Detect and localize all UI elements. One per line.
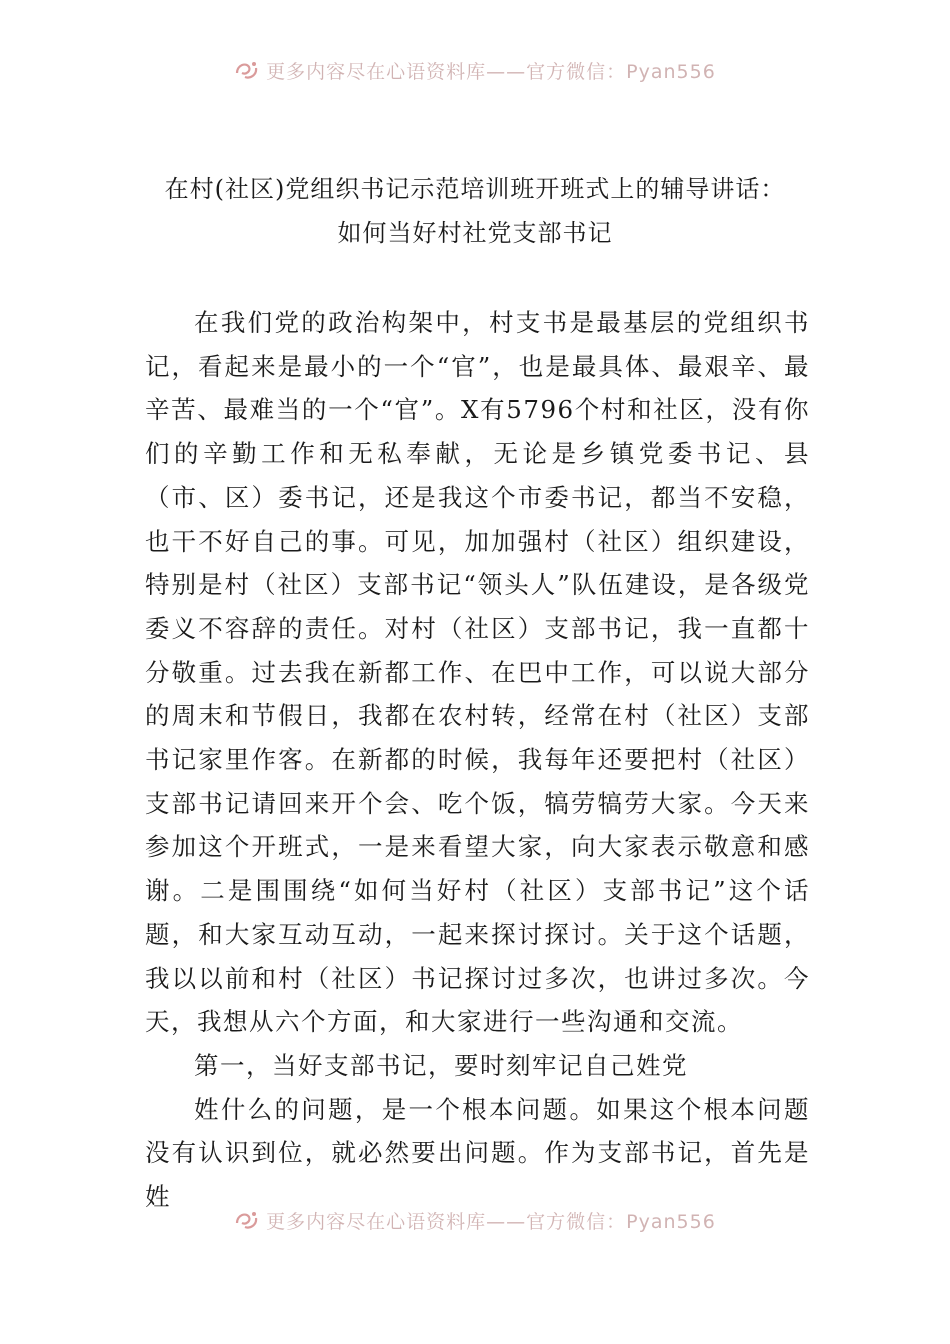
document-title-line1: 在村(社区)党组织书记示范培训班开班式上的辅导讲话： bbox=[164, 175, 786, 203]
document-title-line2: 如何当好村社党支部书记 bbox=[337, 219, 613, 247]
paragraph-section-1: 姓什么的问题，是一个根本问题。如果这个根本问题没有认识到位，就必然要出问题。作为支部书记，首先是姓 bbox=[145, 1094, 810, 1212]
watermark-logo-icon bbox=[234, 59, 260, 81]
document-body bbox=[145, 301, 810, 1219]
paragraph-intro: 在我们党的政治构架中，村支书是最基层的党组织书记，看起来是最小的一个“官”，也是最具体、最艰辛、最辛苦、最难当的一个“官”。X有5796个村和社区，没有你们的辛勤工作和无私奉献，无论是乡镇党委书记、县（市、区）委书记，还是我这个市委书记，都当不安稳，也干不好自己的事。可见，加加强村（社区）组织建设，特别是村（社区）支部书记“领头人”队伍建设，是各级党委义不容辞的责任。对村（社区）支部书记，我一直都十分敬重。过去我在新都工作、在巴中工作，可以说大部分的周末和节假日，我都在农村转，经常在村（社区）支部书记家里作客。在新都的时候，我每年还要把村（社区）支部书记请回来开个会、吃个饭，犒劳犒劳大家。今天来参加这个开班式，一是来看望大家，向大家表示敬意和感谢。二是围围绕“如何当好村（社区）支部书记”这个话题，和大家互动互动，一起来探讨探讨。关于这个话题，我以以前和村（社区）书记探讨过多次，也讲过多次。今天，我想从六个方面，和大家进行一些沟通和交流。 bbox=[145, 308, 810, 1037]
watermark-text: 更多内容尽在心语资料库——官方微信：Pyan556 bbox=[266, 1210, 716, 1233]
watermark-header bbox=[0, 56, 950, 84]
watermark-text: 更多内容尽在心语资料库——官方微信：Pyan556 bbox=[266, 60, 716, 83]
watermark-footer bbox=[0, 1206, 950, 1234]
section-heading-1: 第一，当好支部书记，要时刻牢记自己姓党 bbox=[194, 1050, 688, 1080]
watermark-logo-icon bbox=[234, 1209, 260, 1231]
